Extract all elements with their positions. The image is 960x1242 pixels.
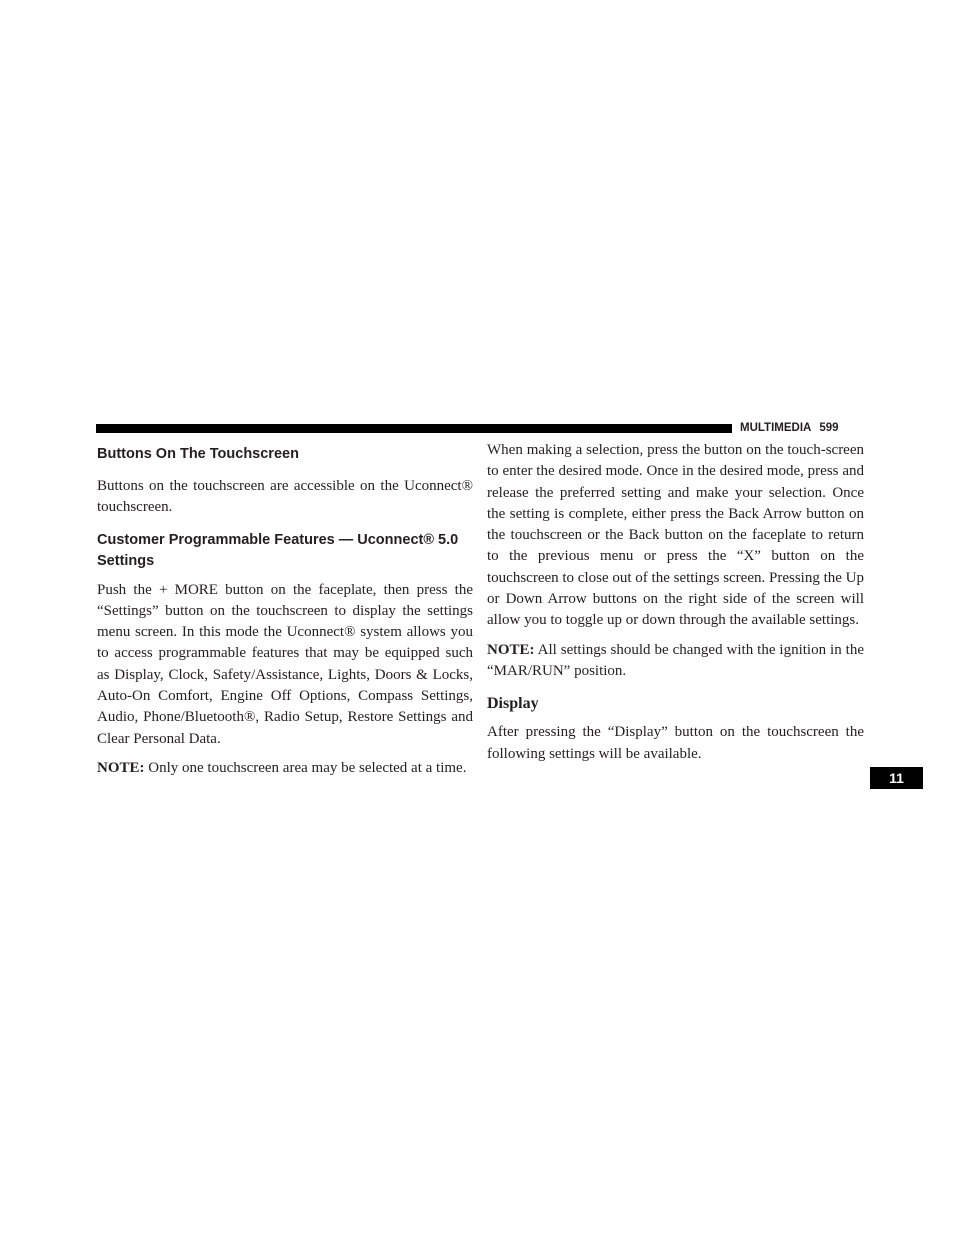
- right-column: [487, 440, 864, 765]
- note-label: NOTE:: [97, 759, 145, 776]
- paragraph-display-settings: After pressing the “Display” button on the touchscreen the following settings will be available.: [487, 724, 864, 762]
- note-label: NOTE:: [487, 641, 535, 658]
- section-title: MULTIMEDIA: [740, 422, 812, 434]
- heading-display: Display: [487, 695, 539, 713]
- chapter-tab: 11: [870, 767, 923, 789]
- heading-buttons-on-touchscreen: Buttons On The Touchscreen: [97, 446, 299, 462]
- note-text: All settings should be changed with the ignition in the “MAR/RUN” position.: [487, 641, 864, 679]
- header-rule: [96, 424, 732, 433]
- running-header: [740, 418, 864, 438]
- paragraph-buttons-intro: Buttons on the touchscreen are accessible on the Uconnect® touchscreen.: [97, 478, 473, 516]
- paragraph-settings-menu: Push the + MORE button on the faceplate, then press the “Settings” button on the touchscreen to display the settings menu screen. In this mode the Uconnect® system allows you to access programmable features that may be equipped such as Display, Clock, Safety/Assistance, Lights, Doors & Locks, Auto-On Comfort, Engine Off Options, Compass Settings, Audio, Phone/Bluetooth®, Radio Setup, Restore Settings and Clear Personal Data.: [97, 581, 473, 747]
- left-column: [97, 440, 473, 779]
- page-number: 599: [819, 422, 839, 434]
- paragraph-making-selection: When making a selection, press the button on the touch-screen to enter the desired mode. Once in the desired mode, press and release the preferred setting and make your selection. Once the setting is complete, either press the Back Arrow button on the touchscreen or the Back button on the faceplate to return to the previous menu or press the “X” button on the touchscreen to close out of the settings screen. Pressing the Up or Down Arrow buttons on the right side of the screen will allow you to toggle up or down through the available settings.: [487, 442, 864, 629]
- note-paragraph-right: [487, 640, 864, 683]
- heading-customer-programmable-features: Customer Programmable Features — Uconnect® 5.0 Settings: [97, 531, 459, 569]
- note-text: Only one touchscreen area may be selected at a time.: [148, 759, 467, 776]
- note-paragraph-left: [97, 758, 473, 779]
